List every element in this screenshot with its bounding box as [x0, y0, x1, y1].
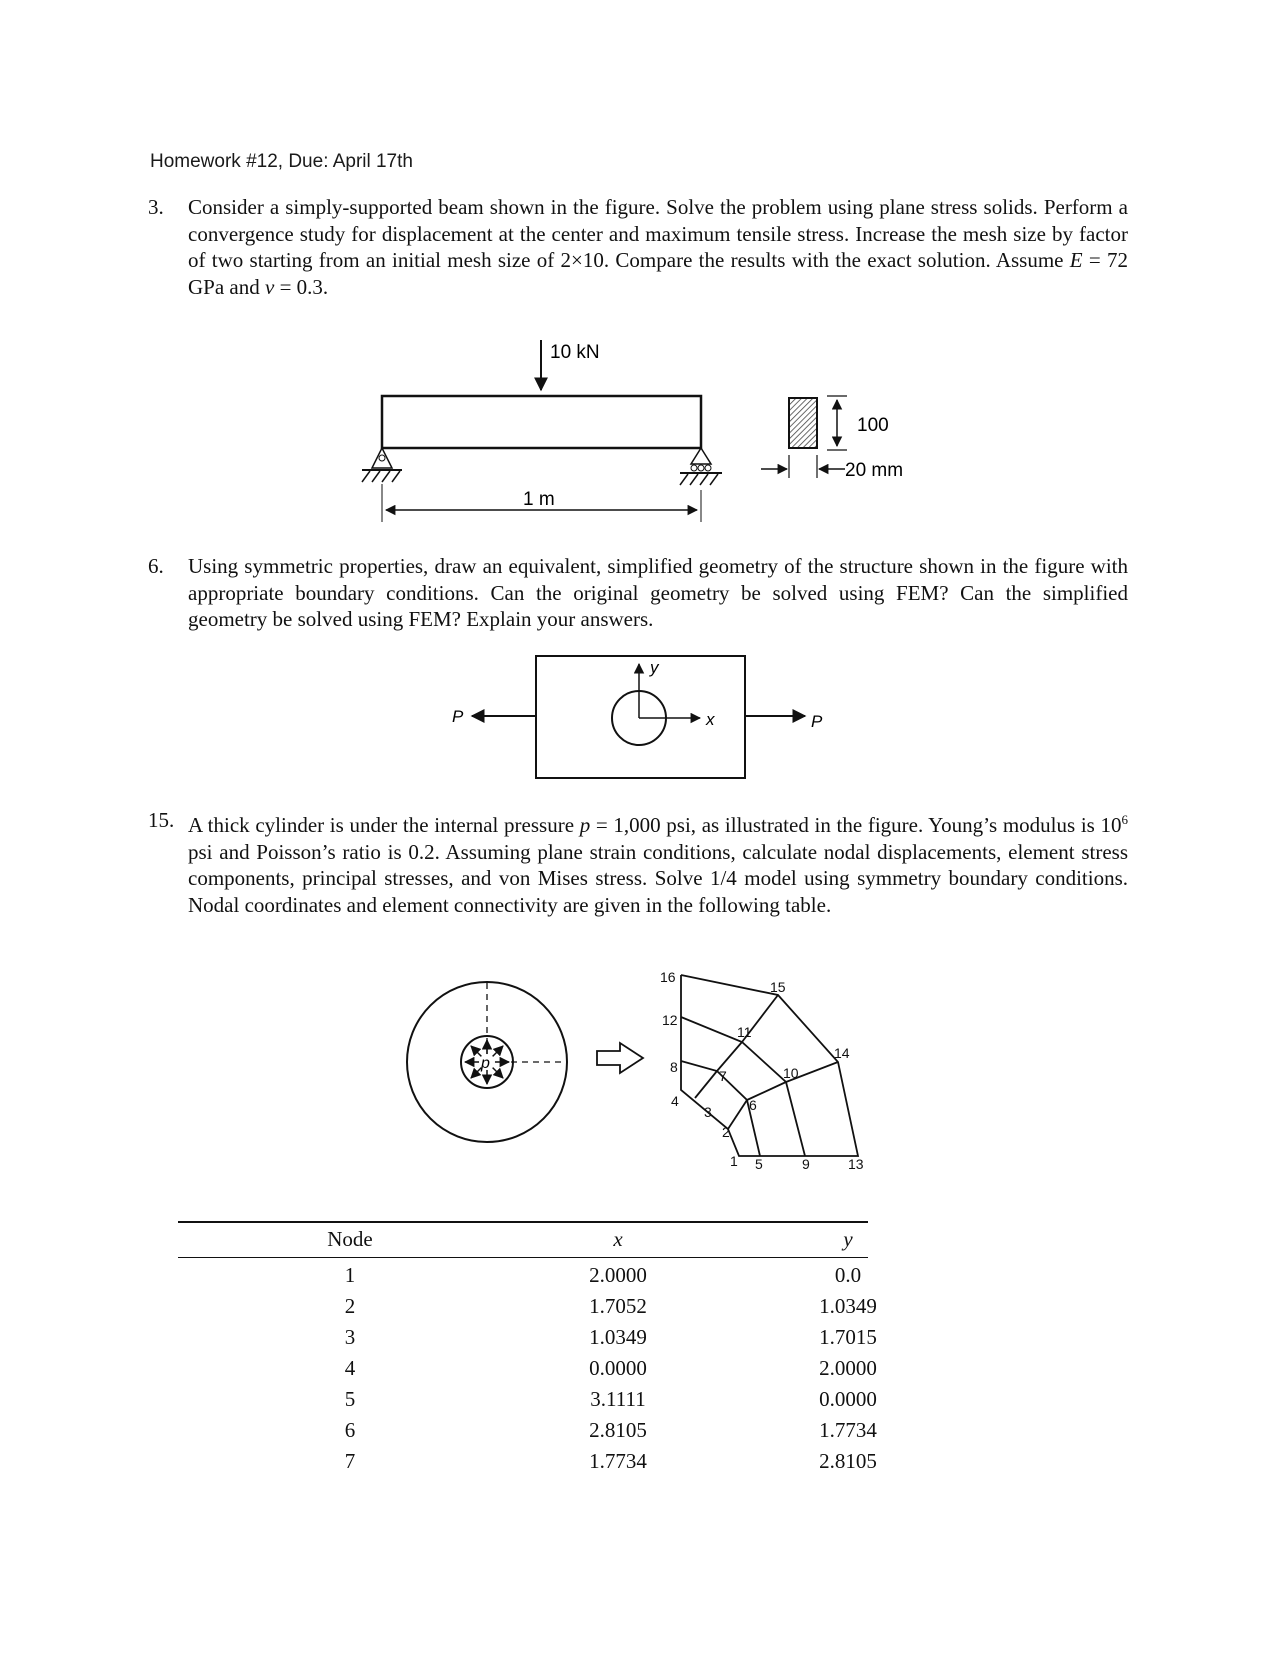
table-cell-y: 0.0	[834, 1263, 862, 1287]
table-cell-node: 3	[344, 1325, 356, 1349]
table-cell-x: 0.0000	[589, 1356, 647, 1380]
svg-text:10: 10	[783, 1065, 799, 1081]
table-cell-node: 6	[344, 1418, 356, 1442]
problem-text: Consider a simply-supported beam shown in the figure. Solve the problem using plane stress solids. Perform a convergence study for displacement at the center and maximum tensile stress. Increase the mesh size by factor of two starting from an initial mesh size of 2×10. Compare the results with the exact solution. Assume E = 72 GPa and ν = 0.3.	[188, 195, 1128, 299]
page-header: Homework #12, Due: April 17th	[150, 151, 413, 172]
mesh-figure	[681, 975, 858, 1156]
header-y: y	[843, 1227, 853, 1251]
width-label: 20 mm	[845, 460, 904, 481]
svg-text:15: 15	[770, 979, 786, 995]
svg-text:2: 2	[722, 1124, 730, 1140]
table-cell-y: 2.8105	[819, 1449, 877, 1473]
load-right-label: P	[811, 712, 823, 731]
svg-text:9: 9	[802, 1156, 810, 1172]
table-header-rule	[178, 1257, 868, 1258]
table-cell-node: 2	[344, 1294, 356, 1318]
mesh-node-labels	[660, 969, 864, 1172]
table-cell-node: 5	[344, 1387, 356, 1411]
table-cell-node: 7	[344, 1449, 356, 1473]
table-cell-x: 1.0349	[589, 1325, 647, 1349]
table-top-rule	[178, 1221, 868, 1223]
svg-text:1: 1	[730, 1153, 738, 1169]
table-cell-y: 2.0000	[819, 1356, 877, 1380]
beam-figure	[362, 340, 903, 522]
svg-text:12: 12	[662, 1012, 678, 1028]
svg-text:11: 11	[737, 1024, 752, 1040]
table-cell-y: 1.0349	[819, 1294, 877, 1318]
svg-text:16: 16	[660, 969, 676, 985]
table-cell-x: 2.0000	[589, 1263, 647, 1287]
header-x: x	[613, 1227, 623, 1251]
svg-text:4: 4	[671, 1093, 679, 1109]
left-pin-support	[362, 448, 402, 482]
cross-section	[789, 398, 817, 448]
svg-text:5: 5	[755, 1156, 763, 1172]
hollow-arrow	[597, 1043, 643, 1073]
problem-6	[148, 553, 1128, 633]
problem-number: 3.	[148, 195, 164, 219]
y-axis-label: y	[650, 658, 659, 677]
svg-text:13: 13	[848, 1156, 864, 1172]
table-cell-node: 4	[344, 1356, 356, 1380]
table-cell-y: 1.7015	[819, 1325, 877, 1349]
load-left-label: P	[452, 707, 464, 726]
right-roller-support	[680, 448, 722, 485]
table-cell-x: 1.7052	[589, 1294, 647, 1318]
problem-15	[148, 807, 1128, 918]
svg-text:8: 8	[670, 1059, 678, 1075]
svg-text:6: 6	[749, 1097, 757, 1113]
svg-text:7: 7	[719, 1068, 727, 1084]
problem-text: Using symmetric properties, draw an equivalent, simplified geometry of the structure shown in the figure with appropriate boundary conditions. Can the original geometry be solved using FEM? Can the simplified geometry be solved using FEM? Explain your answers.	[188, 554, 1128, 631]
problem-number: 6.	[148, 554, 164, 578]
svg-text:3: 3	[704, 1104, 712, 1120]
table-cell-y: 1.7734	[819, 1418, 877, 1442]
height-label: 100	[857, 415, 889, 436]
problem-text: A thick cylinder is under the internal pressure p = 1,000 psi, as illustrated in the figure. Young’s modulus is $10^6$ psi and Poisson’s ratio is 0.2. Assuming plane strain conditions, calculate nodal displacements, element stress components, principal stresses, and von Mises stress. Solve 1/4 model using symmetry boundary conditions. Nodal coordinates and element connectivity are given in the following table.	[188, 812, 1129, 917]
span-label: 1 m	[523, 489, 555, 510]
svg-text:14: 14	[834, 1045, 850, 1061]
pressure-label: p	[481, 1055, 490, 1072]
table-cell-x: 1.7734	[589, 1449, 647, 1473]
table-cell-x: 3.1111	[590, 1387, 646, 1411]
table-cell-x: 2.8105	[589, 1418, 647, 1442]
load-label: 10 kN	[550, 342, 600, 363]
x-axis-label: x	[706, 710, 715, 729]
header-node: Node	[327, 1227, 373, 1251]
problem-number: 15.	[148, 808, 175, 832]
beam-rect	[382, 396, 701, 448]
table-cell-y: 0.0000	[819, 1387, 877, 1411]
plate-figure	[452, 656, 823, 778]
table-cell-node: 1	[344, 1263, 356, 1287]
cylinder-figure	[407, 982, 643, 1142]
